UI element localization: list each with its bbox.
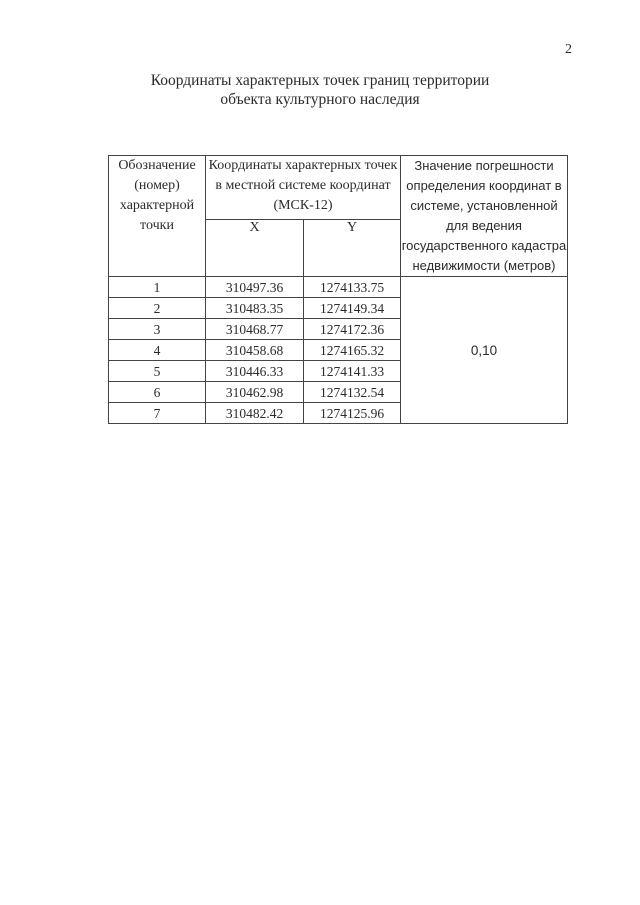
document-title <box>0 71 640 109</box>
accuracy-value: 0,10 <box>401 277 568 424</box>
header-coordinates: Координаты характерных точек в местной системе координат (МСК-12) <box>206 156 401 220</box>
x-coordinate: 310468.77 <box>206 319 304 340</box>
x-coordinate: 310483.35 <box>206 298 304 319</box>
point-number: 3 <box>109 319 206 340</box>
table-row <box>109 277 568 298</box>
point-number: 5 <box>109 361 206 382</box>
y-coordinate: 1274172.36 <box>304 319 401 340</box>
x-coordinate: 310458.68 <box>206 340 304 361</box>
x-coordinate: 310482.42 <box>206 403 304 424</box>
page-number: 2 <box>565 42 572 57</box>
header-accuracy: Значение погрешности определения координат в системе, установленной для ведения государственного кадастра недвижимости (метров) <box>401 156 568 277</box>
header-designation: Обозначение (номер) характерной точки <box>109 156 206 277</box>
header-y: Y <box>304 220 401 277</box>
x-coordinate: 310462.98 <box>206 382 304 403</box>
title-line-2: объекта культурного наследия <box>220 91 420 108</box>
header-x: X <box>206 220 304 277</box>
x-coordinate: 310497.36 <box>206 277 304 298</box>
point-number: 4 <box>109 340 206 361</box>
x-coordinate: 310446.33 <box>206 361 304 382</box>
point-number: 2 <box>109 298 206 319</box>
point-number: 1 <box>109 277 206 298</box>
title-line-1: Координаты характерных точек границ территории <box>150 72 490 89</box>
coordinates-table <box>108 155 568 424</box>
y-coordinate: 1274165.32 <box>304 340 401 361</box>
y-coordinate: 1274125.96 <box>304 403 401 424</box>
point-number: 6 <box>109 382 206 403</box>
point-number: 7 <box>109 403 206 424</box>
y-coordinate: 1274133.75 <box>304 277 401 298</box>
y-coordinate: 1274132.54 <box>304 382 401 403</box>
y-coordinate: 1274149.34 <box>304 298 401 319</box>
y-coordinate: 1274141.33 <box>304 361 401 382</box>
